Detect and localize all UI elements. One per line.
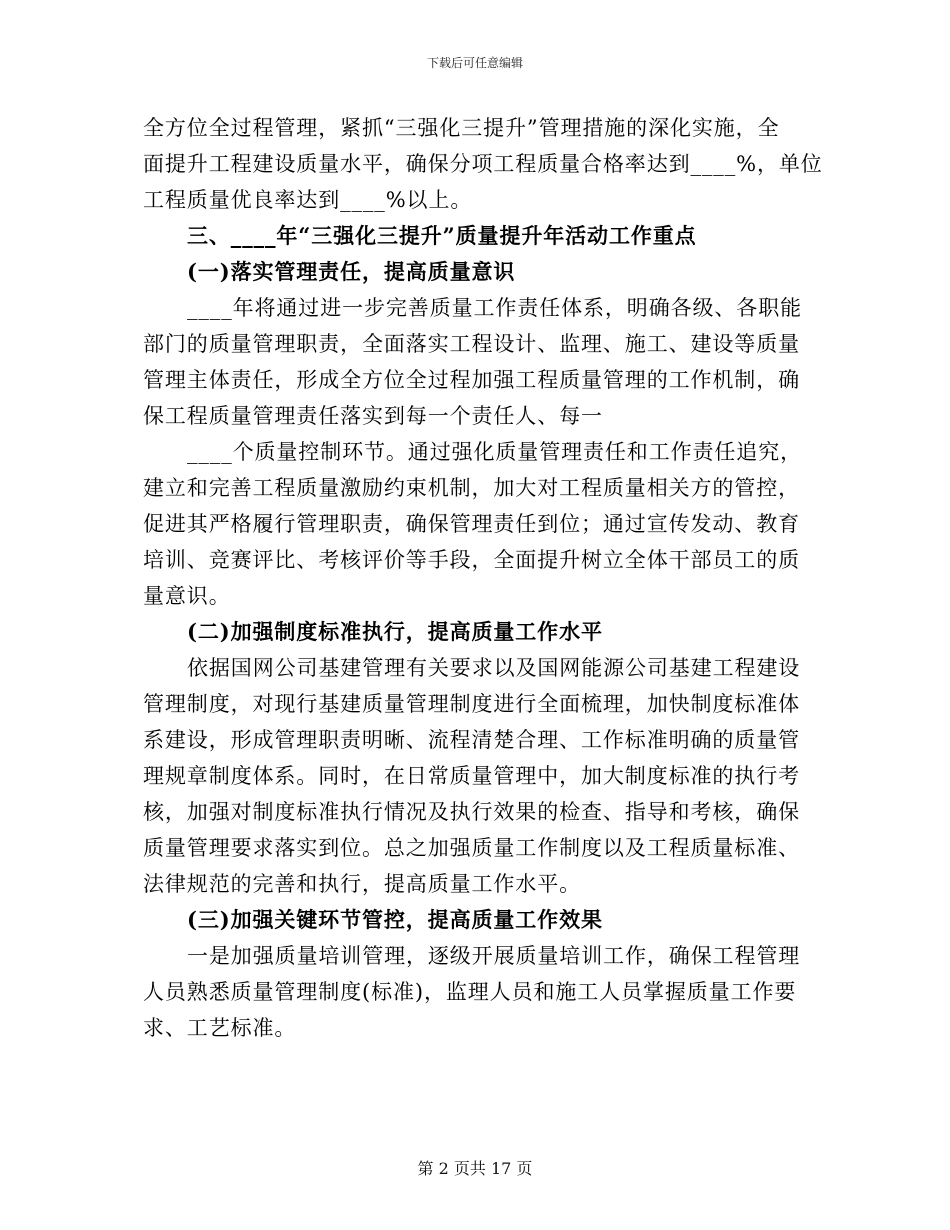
- body-line: 系建设，形成管理职责明晰、流程清楚合理、工作标准明确的质量管: [143, 728, 800, 752]
- body-line: 一是加强质量培训管理，逐级开展质量培训工作，确保工程管理: [187, 944, 801, 968]
- subsection-heading: (三)加强关键环节管控，提高质量工作效果: [187, 907, 603, 932]
- body-line: 求、工艺标准。: [143, 1016, 297, 1040]
- body-line: 培训、竞赛评比、考核评价等手段，全面提升树立全体干部员工的质: [143, 548, 800, 572]
- body-line: 质量管理要求落实到位。总之加强质量工作制度以及工程质量标准、: [143, 836, 800, 860]
- subsection-heading: (二)加强制度标准执行，提高质量工作水平: [187, 619, 603, 644]
- page-header: 下载后可任意编辑: [426, 56, 523, 70]
- document-body: [143, 110, 823, 1046]
- body-line: 人员熟悉质量管理制度(标准)，监理人员和施工人员掌握质量工作要: [143, 980, 797, 1004]
- body-line: 保工程质量管理责任落实到每一个责任人、每一: [143, 404, 603, 428]
- body-line: 管理主体责任，形成全方位全过程加强工程质量管理的工作机制，确: [143, 368, 800, 392]
- body-line: 面提升工程建设质量水平，确保分项工程质量合格率达到____%，单位: [143, 152, 823, 176]
- body-line: 依据国网公司基建管理有关要求以及国网能源公司基建工程建设: [187, 656, 801, 680]
- body-line: 核，加强对制度标准执行情况及执行效果的检查、指导和考核，确保: [143, 800, 800, 824]
- body-line: 部门的质量管理职责，全面落实工程设计、监理、施工、建设等质量: [143, 332, 800, 356]
- body-line: 量意识。: [143, 584, 231, 608]
- body-line: ____个质量控制环节。通过强化质量管理责任和工作责任追究，: [187, 440, 802, 464]
- body-line: 理规章制度体系。同时，在日常质量管理中，加大制度标准的执行考: [143, 764, 800, 788]
- body-line: 促进其严格履行管理职责，确保管理责任到位；通过宣传发动、教育: [143, 512, 800, 536]
- body-line: 法律规范的完善和执行，提高质量工作水平。: [143, 872, 581, 896]
- body-line: 管理制度，对现行基建质量管理制度进行全面梳理，加快制度标准体: [143, 692, 800, 716]
- body-line: 工程质量优良率达到____%以上。: [143, 188, 473, 212]
- page-number: 第 2 页共 17 页: [417, 1159, 533, 1178]
- body-line: ____年将通过进一步完善质量工作责任体系，明确各级、各职能: [187, 296, 802, 320]
- body-line: 全方位全过程管理，紧抓“三强化三提升”管理措施的深化实施，全: [143, 116, 780, 140]
- section-heading: 三、____年“三强化三提升”质量提升年活动工作重点: [187, 223, 697, 248]
- subsection-heading: (一)落实管理责任，提高质量意识: [187, 259, 516, 284]
- body-line: 建立和完善工程质量激励约束机制，加大对工程质量相关方的管控，: [143, 476, 800, 500]
